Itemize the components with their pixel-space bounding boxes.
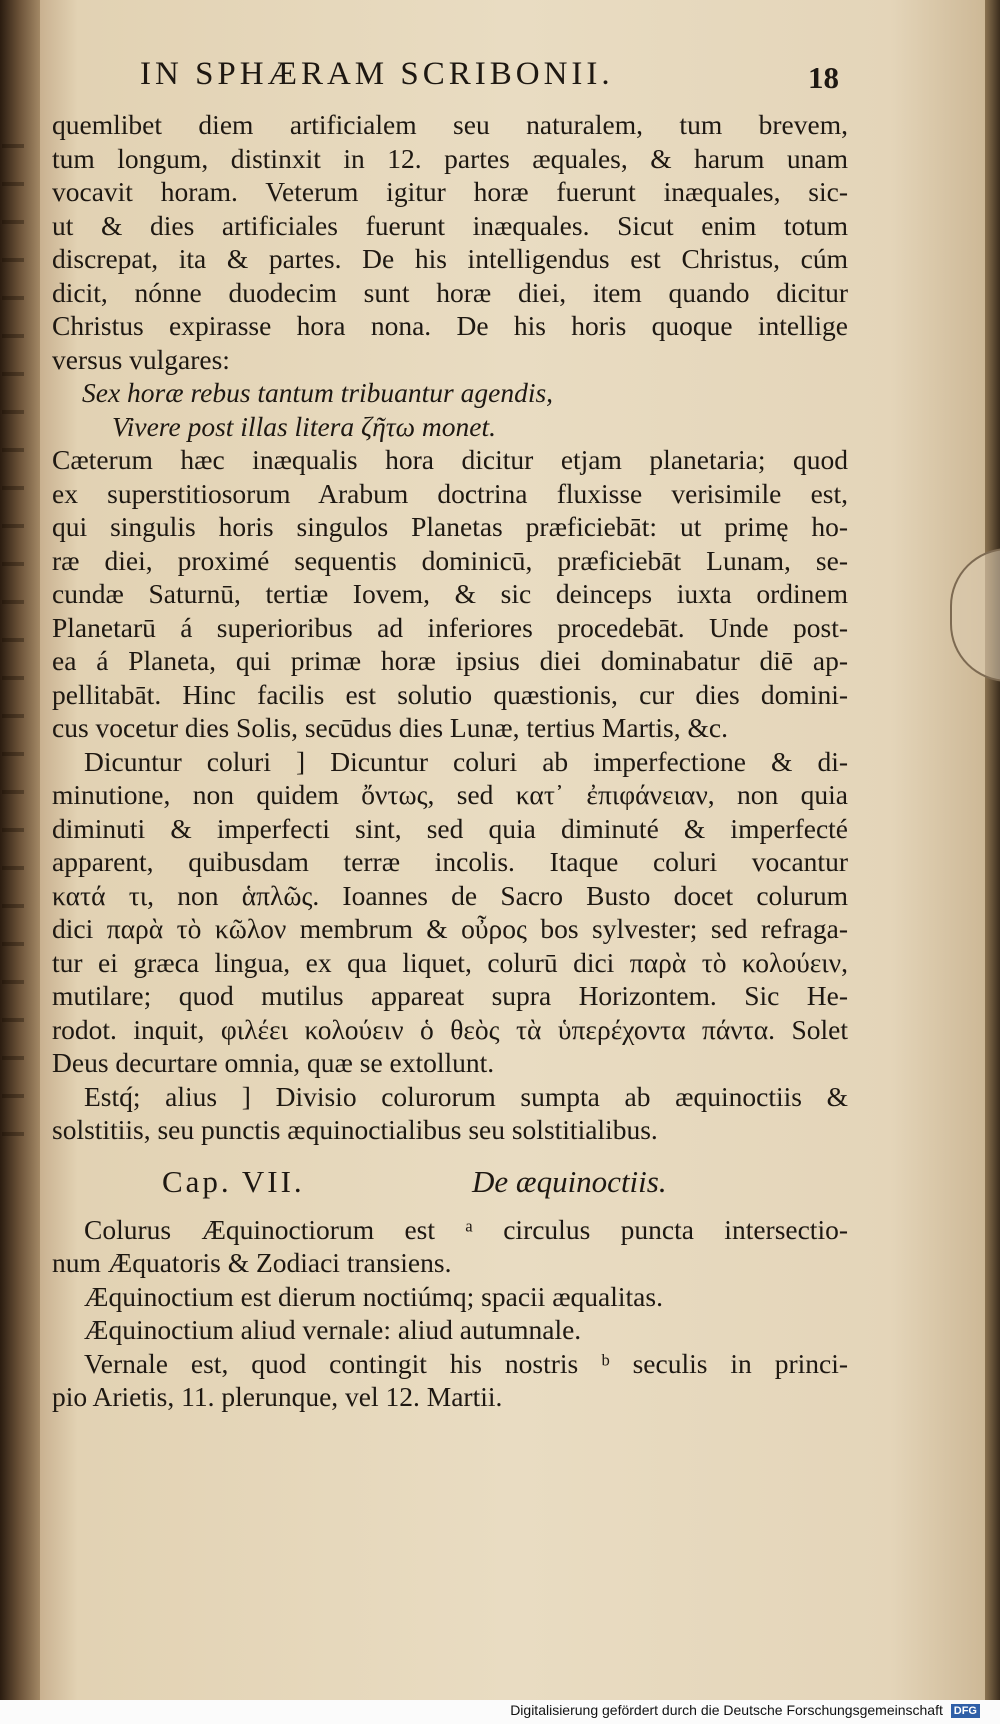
chapter-heading [52,1157,848,1207]
text-line: pio Arietis, 11. plerunque, vel 12. Martii. [52,1381,503,1412]
text-line: tur ei græca lingua, ex qua liquet, colurū dici παρὰ τὸ κολούειν, [52,946,848,978]
text-line: Dicuntur coluri ] Dicuntur coluri ab imperfectione & di- [84,745,848,777]
text-line: tum longum, distinxit in 12. partes æquales, & harum unam [52,142,848,174]
text-line: cundæ Saturnū, tertiæ Iovem, & sic deinceps iuxta ordinem [52,578,848,609]
right-book-edge [985,0,1000,1724]
dfg-logo: DFG [951,1704,980,1718]
paragraph-3 [52,745,848,1080]
text-line: apparent, quibusdam terræ incolis. Itaque coluri vocantur [52,846,848,877]
page-number: 18 [808,60,839,95]
verse-block [52,376,848,443]
verse-line: Sex horæ rebus tantum tribuantur agendis, [82,377,554,408]
text-line: versus vulgares: [52,343,230,375]
text-line: ut & dies artificiales fuerunt inæquales. Sicut enim totum [52,209,848,241]
text-line: Christus expirasse hora nona. De his horis quoque intellige [52,310,848,341]
digitization-credit [510,1702,980,1718]
text-line: κατά τι, non ἁπλῶς. Ioannes de Sacro Busto docet colurum [52,879,848,911]
chapter-title: De æquinoctiis. [472,1163,667,1199]
text-line: rodot. inquit, φιλέει κολούειν ὁ θεὸς τὰ ὑπερέχοντα πάντα. Solet [52,1013,848,1045]
text-line: ræ diei, proximé sequentis dominicū, præficiebāt Lunam, se- [52,544,848,576]
text-line: vocavit horam. Veterum igitur horæ fuerunt inæquales, sic- [52,176,848,207]
text-line: Cæterum hæc inæqualis hora dicitur etjam planetaria; quod [52,444,848,475]
paragraph-8 [52,1347,848,1414]
text-line: ex superstitiosorum Arabum doctrina fluxisse verisimile est, [52,477,848,509]
text-line: discrepat, ita & partes. De his intelligendus est Christus, cúm [52,243,848,274]
text-line: diminuti & imperfecti sint, sed quia diminuté & imperfecté [52,812,848,844]
text-line: solstitiis, seu punctis æquinoctialibus seu solstitialibus. [52,1114,658,1145]
text-line: pellitabāt. Hinc facilis est solutio quæstionis, cur dies domini- [52,678,848,710]
running-head: IN SPHÆRAM SCRIBONII. [140,56,614,92]
text-line: quemlibet diem artificialem seu naturalem, tum brevem, [52,109,848,140]
text-line: mutilare; quod mutilus appareat supra Horizontem. Sic He- [52,980,848,1011]
text-line: ea á Planeta, qui primæ horæ ipsius diei dominabatur diē ap- [52,645,848,676]
text-line: num Æquatoris & Zodiaci transiens. [52,1247,452,1278]
text-line: Vernale est, quod contingit his nostris ᵇ seculis in princi- [84,1347,848,1379]
paragraph-5 [52,1213,848,1280]
text-line: dici παρὰ τὸ κῶλον membrum & οὖρος bos sylvester; sed refraga- [52,913,848,944]
paragraph-6: Æquinoctium est dierum noctiúmq; spacii æqualitas. [84,1280,663,1312]
text-line: minutione, non quidem ὄντως, sed κατ᾽ ἐπιφάνειαν, non quia [52,779,848,810]
text-line: cus vocetur dies Solis, secūdus dies Lunæ, tertius Martis, &c. [52,712,728,743]
page-text [52,108,848,1414]
credit-text: Digitalisierung gefördert durch die Deutsche Forschungsgemeinschaft [510,1702,943,1718]
text-line: Planetarū á superioribus ad inferiores procedebāt. Unde post- [52,611,848,643]
verse-line: Vivere post illas litera ζῆτω monet. [112,410,496,442]
text-line: dicit, nónne duodecim sunt horæ diei, item quando dicitur [52,276,848,308]
chapter-label: Cap. VII. [162,1163,305,1199]
facing-page-edge [2,110,24,1160]
text-line: qui singulis horis singulos Planetas præficiebāt: ut primę ho- [52,511,848,542]
text-line: Estq́; alius ] Divisio colurorum sumpta ab æquinoctiis & [84,1080,848,1112]
text-line: Colurus Æquinoctiorum est ᵃ circulus puncta intersectio- [84,1213,848,1245]
paragraph-7: Æquinoctium aliud vernale: aliud autumnale. [84,1314,582,1345]
paragraph-1 [52,108,848,376]
paragraph-2 [52,443,848,745]
paragraph-4 [52,1080,848,1147]
text-line: Deus decurtare omnia, quæ se extollunt. [52,1047,495,1078]
